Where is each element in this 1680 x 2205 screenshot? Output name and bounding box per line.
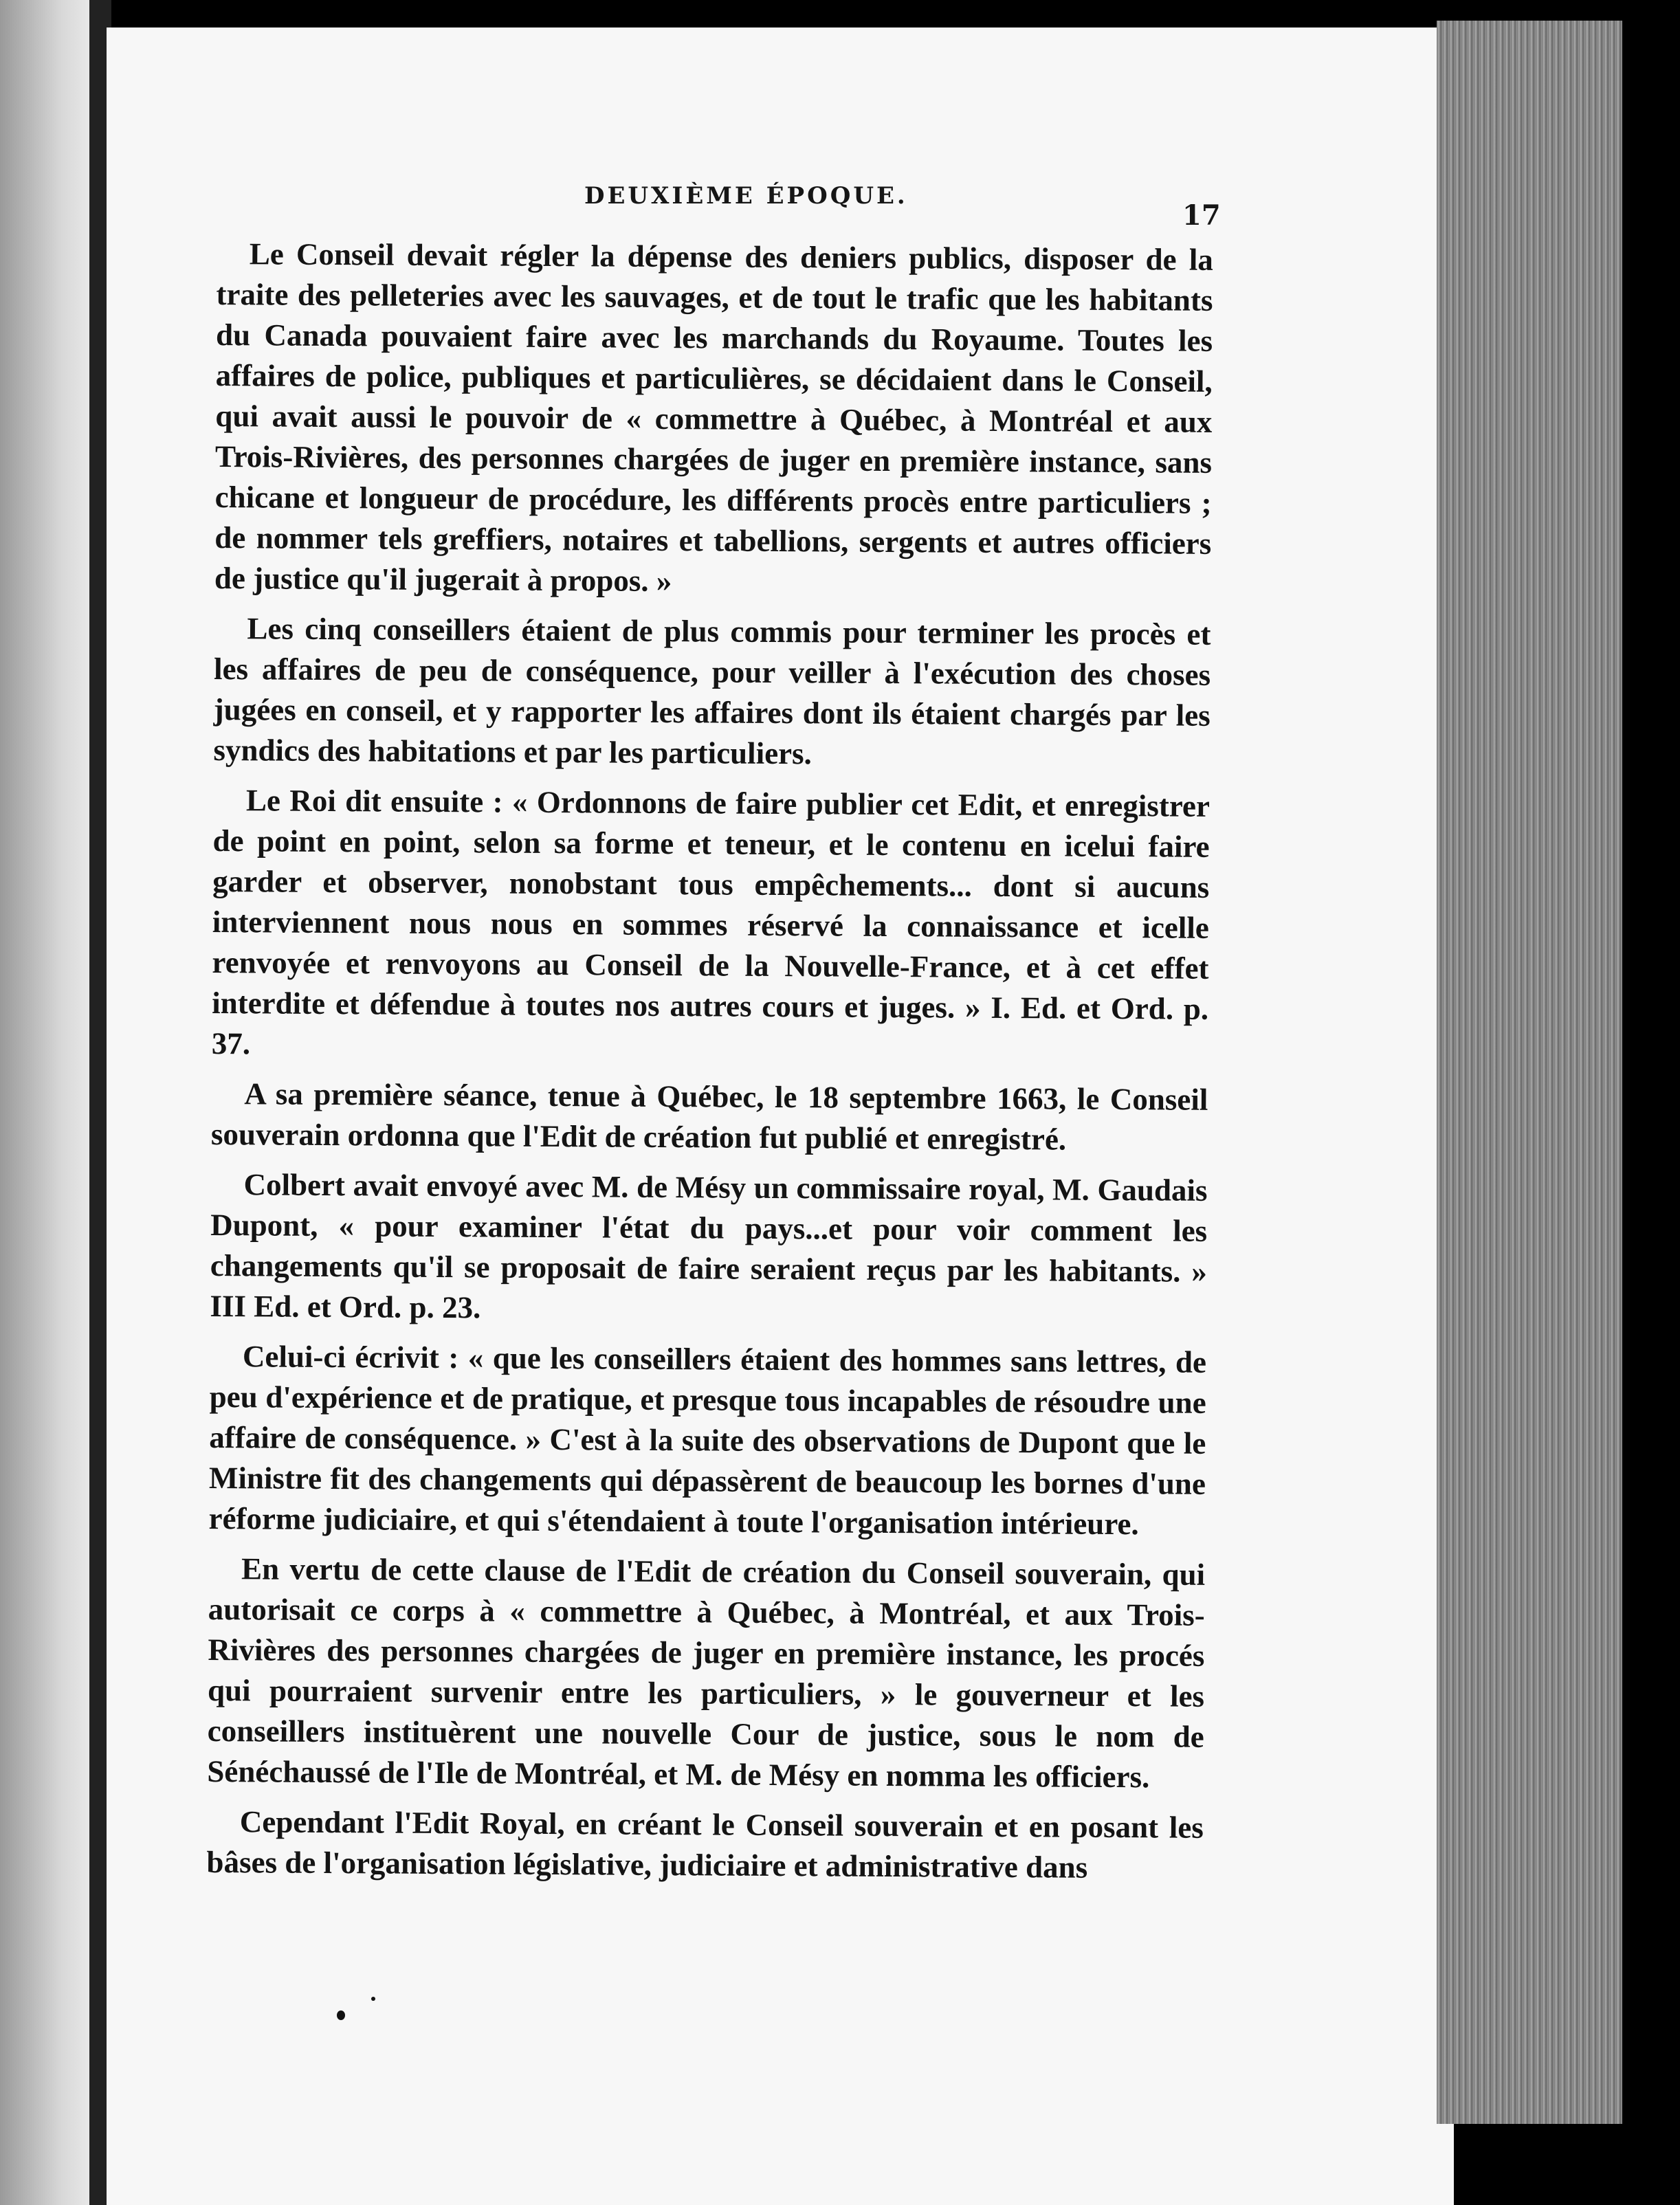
paragraph: Le Conseil devait régler la dépense des deniers publics, disposer de la traite des pelleteries avec les sauvages, et de tout le trafic que les habitants du Canada pouvaient faire avec les marchands du Royaume. Toutes les affaires de police, publiques et particulières, se décidaient dans le Conseil, qui avait aussi le pouvoir de « commettre à Québec, à Montréal et aux Trois-Rivières, des personnes chargées de juger en première instance, sans chicane et longueur de procédure, les différents procès entre particuliers ; de nommer tels greffiers, notaires et tabellions, sergents et autres officiers de justice qu'il jugerait à propos. » bbox=[214, 236, 1213, 599]
paragraph: Cependant l'Edit Royal, en créant le Conseil souverain et en posant les bâses de l'organisation législative, judiciaire et administrative dans bbox=[206, 1804, 1204, 1885]
page-number: 17 bbox=[1182, 199, 1221, 232]
paragraph: Celui-ci écrivit : « que les conseillers étaient des hommes sans lettres, de peu d'expérience et de pratique, et presque tous incapables de résoudre une affaire de conséquence. » C'est à la suite des observations de Dupont que le Ministre fit des changements qui dépassèrent de beaucoup les bornes d'une réforme judiciaire, et qui s'étendaient à toute l'organisation intérieure. bbox=[208, 1339, 1207, 1542]
facing-page-edge bbox=[0, 0, 103, 2205]
paragraph: Colbert avait envoyé avec M. de Mésy un commissaire royal, M. Gaudais Dupont, « pour examiner l'état du pays...et pour voir comment les changements qu'il se proposait de faire seraient reçus par les habitants. » III Ed. et Ord. p. 23. bbox=[210, 1167, 1208, 1325]
paragraph: A sa première séance, tenue à Québec, le 18 septembre 1663, le Conseil souverain ordonna que l'Edit de création fut publié et enregistré. bbox=[210, 1076, 1208, 1157]
page-body bbox=[206, 234, 1213, 1898]
ink-speck bbox=[371, 1997, 375, 2001]
running-title: DEUXIÈME ÉPOQUE. bbox=[584, 182, 908, 210]
paragraph: En vertu de cette clause de l'Edit de création du Conseil souverain, qui autorisait ce corps à « commettre à Québec, à Montréal, et aux Trois-Rivières des personnes chargées de juger en première instance, les procés qui pourraient survenir entre les particuliers, » le gouverneur et les conseillers instituèrent une nouvelle Cour de justice, sous le nom de Sénéchaussé de l'Ile de Montréal, et M. de Mésy en nomma les officiers. bbox=[207, 1551, 1206, 1795]
scan-border bbox=[1622, 0, 1680, 2205]
paragraph: Le Roi dit ensuite : « Ordonnons de faire publier cet Edit, et enregistrer de point en point, selon sa forme et teneur, et le contenu en icelui faire garder et observer, nonobstant tous empêchements... dont si aucuns interviennent nous nous en sommes réservé la connaissance et icelle renvoyée et renvoyons au Conseil de la Nouvelle-France, et à cet effet interdite et défendue à toutes nos autres cours et juges. » I. Ed. et Ord. p. 37. bbox=[211, 783, 1211, 1061]
ink-speck bbox=[337, 2010, 345, 2020]
paragraph: Les cinq conseillers étaient de plus commis pour terminer les procès et les affaires de peu de conséquence, pour veiller à l'exécution des choses jugées en conseil, et y rapporter les affaires dont ils étaient chargés par les syndics des habitations et par les particuliers. bbox=[213, 611, 1211, 771]
page-stack-edge bbox=[1437, 21, 1629, 2124]
